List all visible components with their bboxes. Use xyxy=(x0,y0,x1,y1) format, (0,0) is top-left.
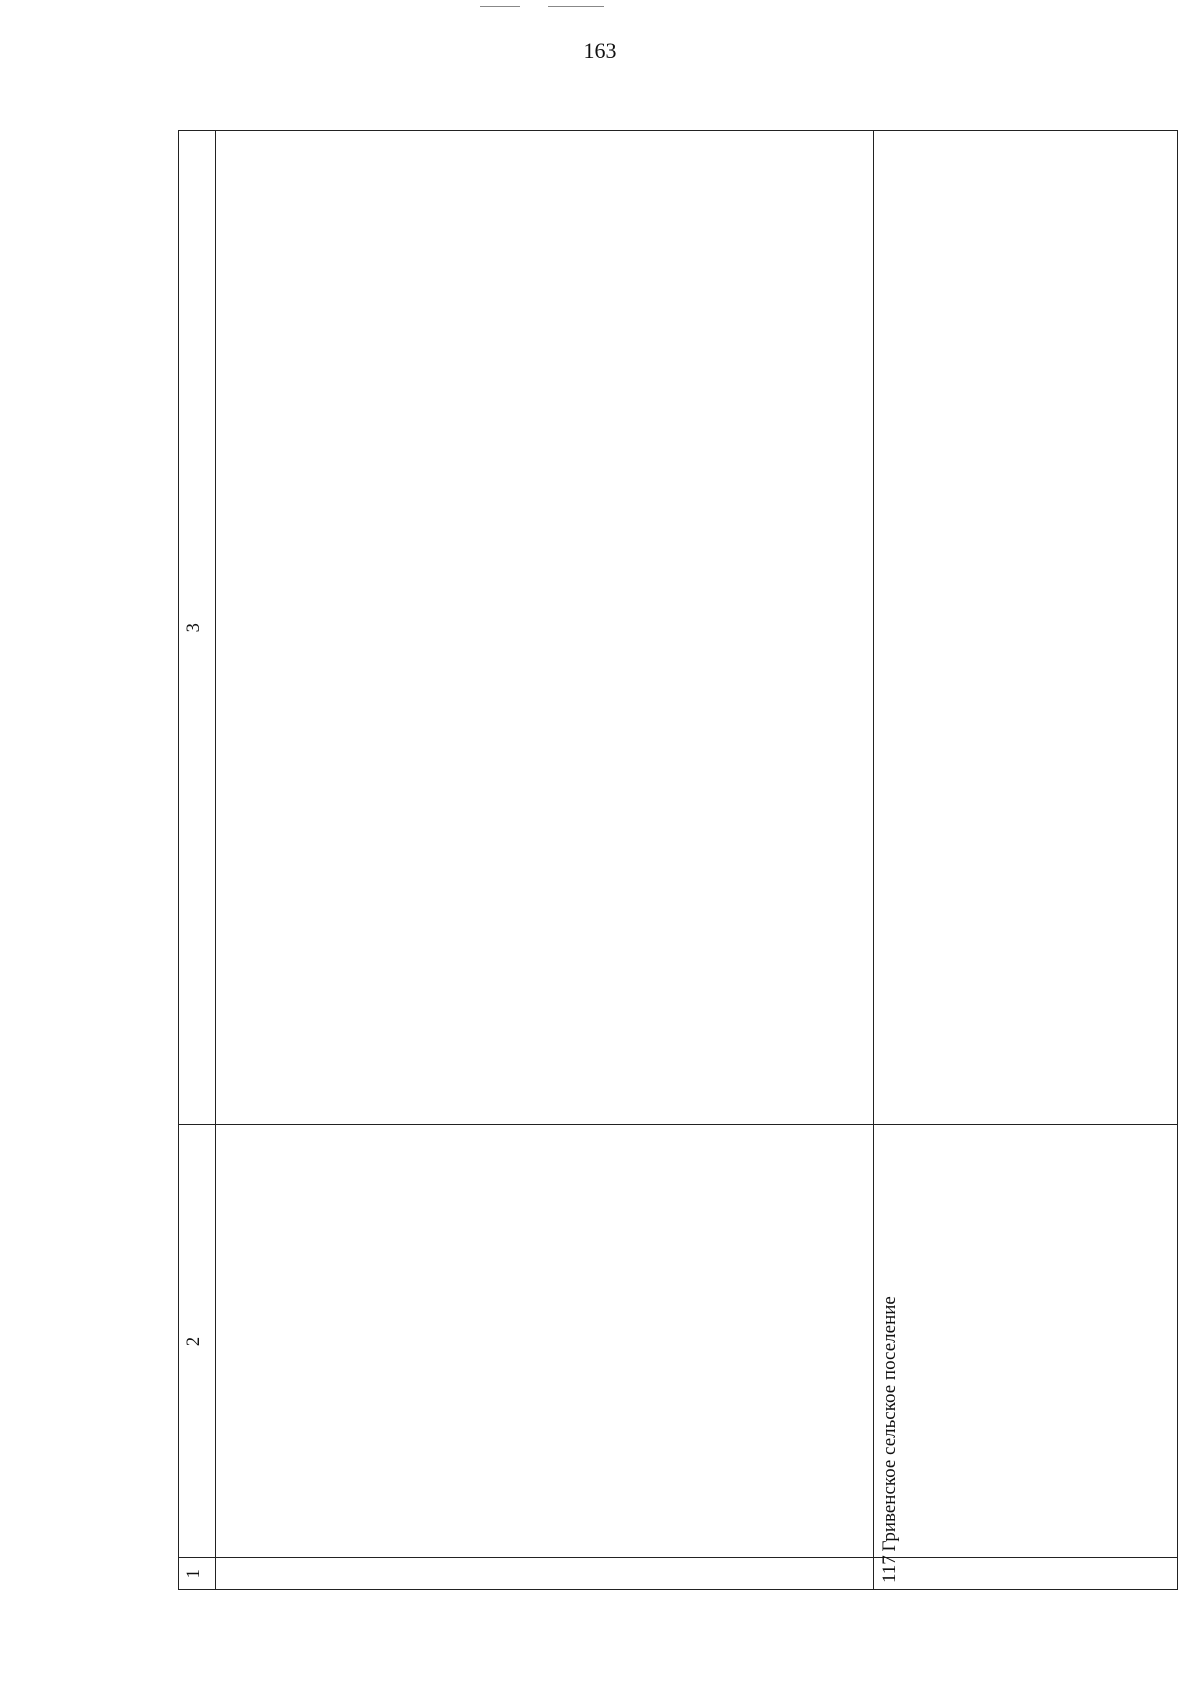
text-line xyxy=(653,137,680,1118)
text-line xyxy=(245,137,272,1118)
text-line xyxy=(1094,137,1121,1118)
table-row-continuation xyxy=(216,131,874,1590)
text-line xyxy=(680,137,707,1118)
table-row xyxy=(874,131,1178,1590)
table-block xyxy=(178,130,1123,1590)
text-line xyxy=(843,137,870,1118)
text-line xyxy=(300,137,327,1118)
text-line xyxy=(599,137,626,1118)
text-line xyxy=(930,137,957,1118)
text-line xyxy=(436,137,463,1118)
header-rule-right xyxy=(548,6,604,7)
text-line xyxy=(327,137,354,1118)
text-line xyxy=(1039,137,1066,1118)
text-line xyxy=(735,137,762,1118)
column-number-3: 3 xyxy=(179,131,216,1125)
text-line xyxy=(354,137,381,1118)
text-line xyxy=(903,137,930,1118)
row-name xyxy=(216,1125,874,1558)
text-line xyxy=(626,137,653,1118)
text-line xyxy=(816,137,843,1118)
column-number-2: 2 xyxy=(179,1125,216,1558)
text-line xyxy=(1066,137,1093,1118)
text-line xyxy=(762,137,789,1118)
text-line xyxy=(381,137,408,1118)
text-line xyxy=(408,137,435,1118)
text-line xyxy=(958,137,985,1118)
text-line xyxy=(707,137,734,1118)
text-line xyxy=(1121,137,1148,1118)
page-number: 163 xyxy=(583,38,617,63)
row-body-text xyxy=(874,131,1178,1125)
text-line xyxy=(985,137,1012,1118)
text-line xyxy=(1148,137,1175,1118)
row-number: 117 xyxy=(874,1558,1178,1590)
row-name: Гривенское сельское поселение xyxy=(874,1125,1178,1558)
row-body-text xyxy=(216,131,874,1125)
text-line xyxy=(571,137,598,1118)
text-line xyxy=(272,137,299,1118)
header-rule-left xyxy=(480,6,520,7)
column-number-1: 1 xyxy=(179,1558,216,1590)
text-line xyxy=(544,137,571,1118)
text-line xyxy=(218,137,245,1118)
data-table xyxy=(178,130,1178,1590)
text-line xyxy=(463,137,490,1118)
column-number-row xyxy=(179,131,216,1590)
text-line xyxy=(490,137,517,1118)
text-line xyxy=(876,137,903,1118)
text-line xyxy=(1012,137,1039,1118)
text-line xyxy=(517,137,544,1118)
row-number xyxy=(216,1558,874,1590)
text-line xyxy=(789,137,816,1118)
